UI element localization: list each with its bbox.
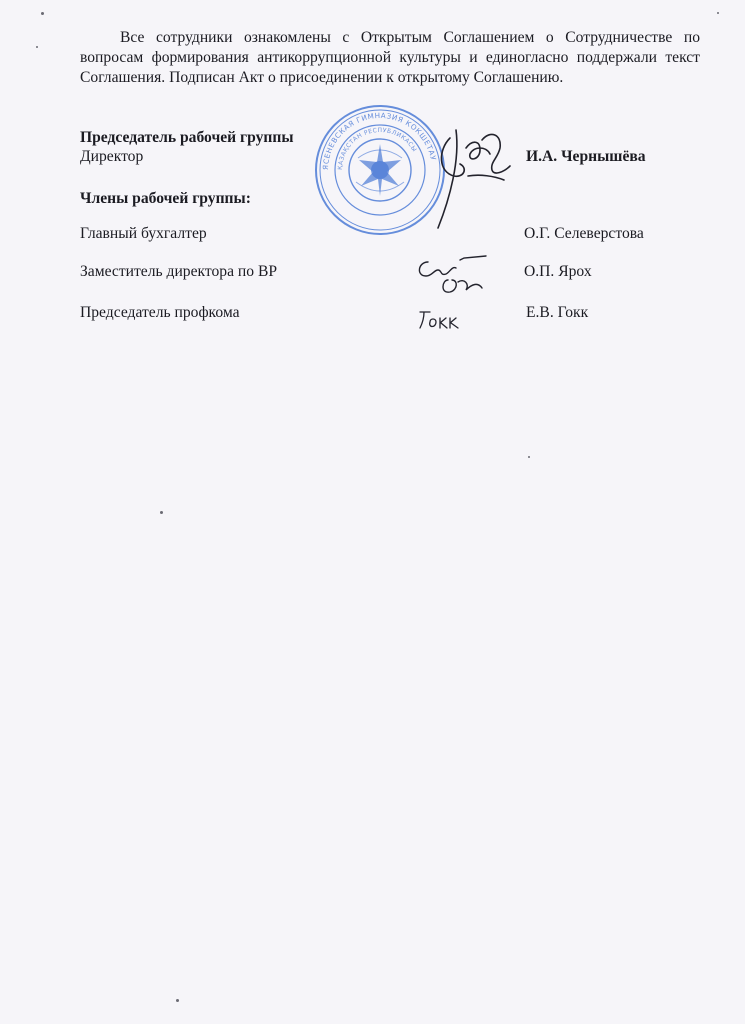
director-signature-icon — [420, 110, 520, 230]
scan-speck — [528, 456, 530, 458]
svg-text:ЯСЕНЕВСКАЯ ГИМНАЗИЯ КОКШЕТАУ: ЯСЕНЕВСКАЯ ГИМНАЗИЯ КОКШЕТАУ — [320, 110, 439, 171]
member-name-2: О.П. Ярох — [524, 263, 592, 280]
scan-speck — [36, 46, 38, 48]
chair-heading: Председатель рабочей группы — [80, 129, 294, 146]
deputy-signature-icon — [408, 254, 490, 300]
svg-text:ҚАЗАҚСТАН РЕСПУБЛИКАСЫ: ҚАЗАҚСТАН РЕСПУБЛИКАСЫ — [336, 126, 418, 171]
member-position-1: Главный бухгалтер — [80, 225, 207, 242]
scan-speck — [41, 12, 44, 15]
member-position-2: Заместитель директора по ВР — [80, 263, 278, 280]
scan-speck — [717, 12, 719, 14]
scan-speck — [176, 999, 179, 1002]
member-name-3: Е.В. Гокк — [526, 304, 589, 321]
members-heading: Члены рабочей группы: — [80, 190, 251, 207]
profcom-signature-icon — [414, 308, 464, 332]
scan-speck — [160, 511, 163, 514]
chair-name: И.А. Чернышёва — [526, 148, 646, 165]
agreement-paragraph: Все сотрудники ознакомлены с Открытым Соглашением о Сотрудничестве по вопросам формирования антикоррупционной культуры и единогласно поддержали текст Соглашения. Подписан Акт о присоединении к открытому Соглашению. — [80, 29, 700, 86]
member-name-1: О.Г. Селеверстова — [524, 225, 644, 242]
chair-position: Директор — [80, 148, 144, 165]
member-position-3: Председатель профкома — [80, 304, 240, 321]
